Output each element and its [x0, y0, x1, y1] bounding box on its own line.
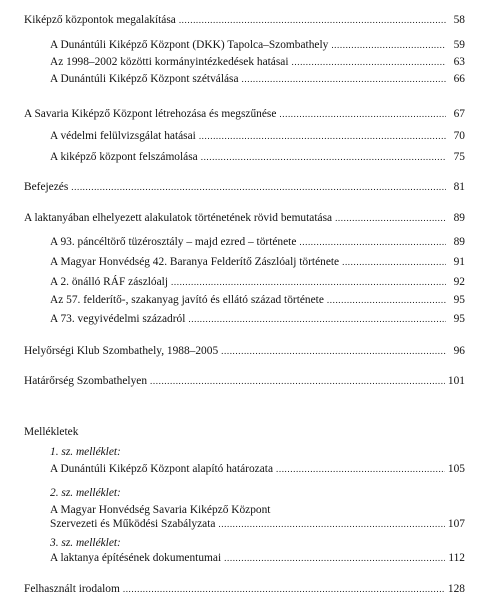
appendix-label: 3. sz. melléklet: [50, 537, 121, 549]
toc-entry-title: A védelmi felülvizsgálat hatásai [50, 130, 196, 142]
leader-dots [201, 151, 446, 164]
leader-dots [342, 256, 446, 269]
appendix-title-line: A Magyar Honvédség Savaria Kiképző Központ [50, 504, 271, 516]
leader-dots [179, 14, 446, 27]
appendix-heading: Mellékletek [24, 426, 79, 438]
toc-entry-page: 66 [453, 73, 465, 85]
leader-dots [279, 108, 446, 121]
toc-entry [24, 583, 465, 596]
toc-entry [24, 14, 465, 27]
toc-entry-page: 91 [453, 256, 465, 268]
toc-entry-title: A 2. önálló RÁF zászlóalj [50, 276, 169, 288]
toc-entry-title: A kiképző központ felszámolása [50, 151, 198, 163]
toc-entry-title: A Savaria Kiképző Központ létrehozása és megszűnése [24, 108, 277, 120]
toc-entry-title: A 93. páncéltörő tüzérosztály – majd ezred – története [50, 236, 297, 248]
leader-dots [299, 236, 446, 249]
appendix-entry [50, 463, 465, 476]
toc-subentry [50, 313, 465, 326]
toc-subentry [50, 151, 465, 164]
toc-subentry [50, 73, 465, 86]
toc-subentry [50, 256, 465, 269]
leader-dots [327, 294, 446, 307]
toc-subentry [50, 56, 465, 69]
toc-entry-title: A laktanya építésének dokumentumai [50, 552, 222, 564]
toc-entry [24, 212, 465, 225]
toc-subentry [50, 39, 465, 52]
toc-entry-page: 89 [453, 212, 465, 224]
leader-dots [71, 181, 446, 194]
toc-entry-title: A laktanyában elhelyezett alakulatok történetének rövid bemutatása [24, 212, 333, 224]
toc-entry-page: 96 [453, 345, 465, 357]
toc-entry-title: Befejezés [24, 181, 69, 193]
appendix-entry [50, 552, 465, 565]
toc-entry [24, 181, 465, 194]
leader-dots [221, 345, 446, 358]
toc-entry [24, 375, 465, 388]
toc-subentry [50, 236, 465, 249]
toc-entry-page: 128 [447, 583, 465, 595]
toc-entry-title: Helyőrségi Klub Szombathely, 1988–2005 [24, 345, 219, 357]
leader-dots [242, 73, 446, 86]
toc-entry-page: 59 [453, 39, 465, 51]
toc-entry-title: A Dunántúli Kiképző Központ szétválása [50, 73, 239, 85]
toc-entry-page: 92 [453, 276, 465, 288]
leader-dots [199, 130, 446, 143]
appendix-entry [50, 518, 465, 531]
leader-dots [292, 56, 446, 69]
toc-entry-page: 95 [453, 313, 465, 325]
leader-dots [123, 583, 445, 596]
toc-entry-page: 95 [453, 294, 465, 306]
toc-entry-page: 112 [448, 552, 465, 564]
appendix-label: 2. sz. melléklet: [50, 487, 121, 499]
toc-entry-title: Felhasznált irodalom [24, 583, 120, 595]
leader-dots [331, 39, 446, 52]
leader-dots [224, 552, 445, 565]
toc-entry-title: A 73. vegyivédelmi századról [50, 313, 186, 325]
toc-entry-page: 70 [453, 130, 465, 142]
toc-subentry [50, 276, 465, 289]
toc-entry-page: 105 [447, 463, 465, 475]
toc-entry-title: Szervezeti és Működési Szabályzata [50, 518, 216, 530]
toc-entry-page: 107 [447, 518, 465, 530]
appendix-label: 1. sz. melléklet: [50, 446, 121, 458]
leader-dots [171, 276, 446, 289]
toc-entry-title: Az 57. felderítő-, szakanyag javító és ellátó század története [50, 294, 324, 306]
toc-entry-page: 89 [453, 236, 465, 248]
toc-entry-page: 63 [453, 56, 465, 68]
toc-entry-title: A Magyar Honvédség 42. Baranya Felderítő Zászlóalj története [50, 256, 340, 268]
toc-entry-title: Kiképző központok megalakítása [24, 14, 176, 26]
toc-entry-title: Határőrség Szombathelyen [24, 375, 148, 387]
toc-entry-page: 101 [447, 375, 465, 387]
leader-dots [276, 463, 445, 476]
toc-entry-page: 58 [453, 14, 465, 26]
leader-dots [150, 375, 445, 388]
toc-entry-title: Az 1998–2002 közötti kormányintézkedések hatásai [50, 56, 289, 68]
leader-dots [218, 518, 444, 531]
toc-subentry [50, 294, 465, 307]
leader-dots [188, 313, 446, 326]
leader-dots [335, 212, 446, 225]
toc-entry-title: A Dunántúli Kiképző Központ (DKK) Tapolca–Szombathely [50, 39, 329, 51]
toc-entry-page: 81 [453, 181, 465, 193]
toc-entry [24, 108, 465, 121]
toc-entry-title: A Dunántúli Kiképző Központ alapító határozata [50, 463, 273, 475]
toc-subentry [50, 130, 465, 143]
toc-entry-page: 67 [453, 108, 465, 120]
toc-entry [24, 345, 465, 358]
toc-entry-page: 75 [453, 151, 465, 163]
